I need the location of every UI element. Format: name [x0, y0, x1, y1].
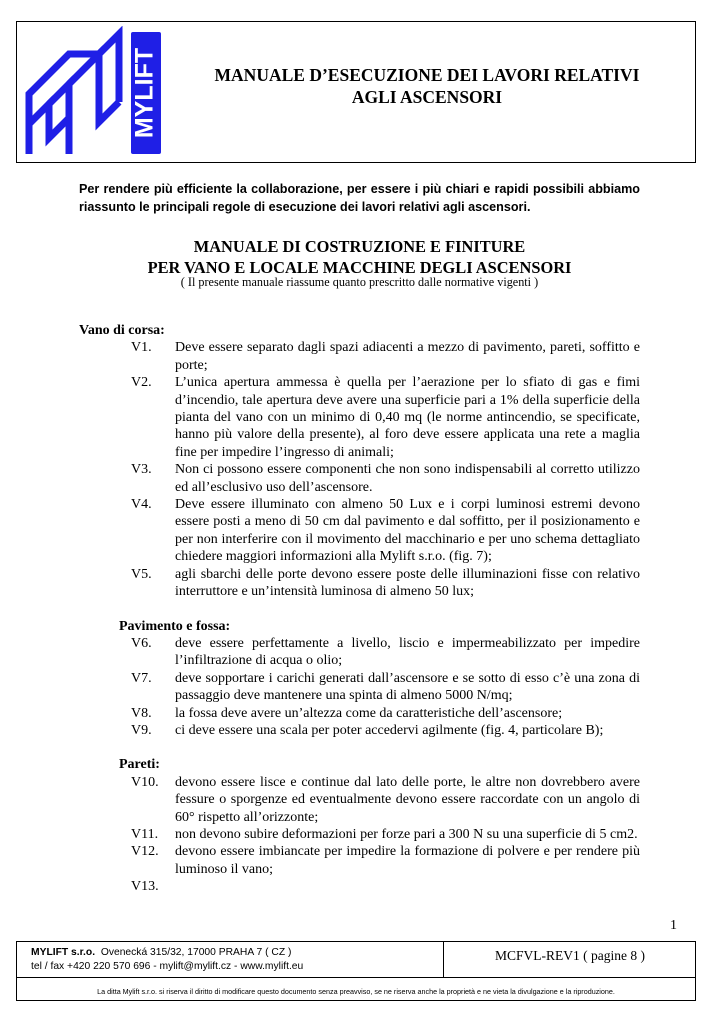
footer-company-info	[17, 942, 444, 978]
rule-text: ci deve essere una scala per poter accedervi agilmente (fig. 4, particolare B);	[175, 722, 604, 738]
rule-number	[79, 566, 175, 601]
rule-item	[79, 774, 640, 826]
rule-number-label: V8.	[131, 705, 152, 721]
rule-number-label: V7.	[131, 670, 152, 686]
rule-text: devono essere imbiancate per impedire la formazione di polvere e per rendere più luminoso il vano;	[175, 844, 640, 877]
rule-item	[79, 670, 640, 705]
rule-item	[79, 635, 640, 670]
rule-number-label: V10.	[131, 774, 159, 790]
rule-number	[79, 374, 175, 461]
rule-group-heading: Vano di corsa:	[79, 323, 165, 338]
rule-item	[79, 339, 640, 374]
rule-number	[79, 339, 175, 374]
rule-number	[79, 826, 175, 843]
rule-number-label: V5.	[131, 566, 152, 582]
document-header	[16, 21, 696, 163]
rule-number-label: V1.	[131, 340, 152, 356]
rule-number-label: V2.	[131, 375, 152, 391]
intro-paragraph: Per rendere più efficiente la collaborazione, per essere i più chiari e rapidi possibili abbiamo riassunto le principali regole di esecuzione dei lavori relativi agli ascensori.	[79, 182, 640, 214]
rule-number-label: V12.	[131, 844, 159, 860]
rule-number	[79, 670, 175, 705]
footer-company-name: MYLIFT s.r.o.	[31, 947, 96, 958]
section-subtitle: ( Il presente manuale riassume quanto prescritto dalle normative vigenti )	[180, 275, 539, 289]
rule-number-label: V4.	[131, 497, 152, 513]
rule-number	[79, 496, 175, 566]
rule-item	[79, 705, 640, 722]
rule-number-label: V6.	[131, 635, 152, 651]
rule-group-heading: Pareti:	[119, 757, 160, 773]
rule-number-label: V11.	[131, 826, 159, 842]
rule-text: la fossa deve avere un’altezza come da caratteristiche dell’ascensore;	[175, 705, 563, 721]
rule-text: deve sopportare i carichi generati dall’ascensore e se sotto di esso c’è una zona di passaggio deve mantenere una spinta di almeno 5000 N/mq;	[175, 670, 640, 704]
page-number: 1	[670, 918, 677, 933]
rule-number	[79, 635, 175, 670]
document-title: MANUALE D’ESECUZIONE DEI LAVORI RELATIVI AGLI ASCENSORI	[214, 65, 640, 107]
rule-group	[79, 618, 640, 740]
rule-text: non devono subire deformazioni per forze pari a 300 N su una superficie di 5 cm2.	[175, 826, 638, 842]
mylift-logo	[21, 26, 171, 160]
footer-contact: tel / fax +420 220 570 696 - mylift@mylift.cz - www.mylift.eu	[31, 961, 304, 972]
rule-text: agli sbarchi delle porte devono essere poste delle illuminazioni fisse con relativo interruttore e un’intensità luminosa di almeno 50 lux;	[175, 566, 640, 600]
rule-number	[79, 878, 175, 895]
rule-item	[79, 843, 640, 878]
footer-address: Ovenecká 315/32, 17000 PRAHA 7 ( CZ )	[100, 947, 292, 958]
rule-group	[79, 756, 640, 895]
document-footer	[16, 941, 696, 1001]
rule-text: deve essere perfettamente a livello, liscio e impermeabilizzato per impedire l’infiltrazione di acqua o olio;	[175, 635, 640, 669]
section-title-line-1: MANUALE DI COSTRUZIONE E FINITURE	[193, 237, 526, 256]
rule-item	[79, 461, 640, 496]
rule-number-label: V9.	[131, 722, 152, 738]
section-title-line-2: PER VANO E LOCALE MACCHINE DEGLI ASCENSORI	[147, 258, 572, 277]
rule-number-label: V13.	[131, 879, 159, 895]
footer-disclaimer: La ditta Mylift s.r.o. si riserva il diritto di modificare questo documento senza preavviso, se ne riserva anche la proprietà e ne vieta la divulgazione e la riproduzione.	[97, 987, 615, 996]
rule-group-heading: Pavimento e fossa:	[119, 618, 231, 634]
rule-item	[79, 826, 640, 843]
rule-number	[79, 461, 175, 496]
rule-text: Deve essere separato dagli spazi adiacenti a mezzo di pavimento, pareti, soffitto e porte;	[175, 340, 640, 373]
rule-item	[79, 566, 640, 601]
rule-item	[79, 722, 640, 739]
rule-item	[79, 374, 640, 461]
footer-doc-code: MCFVL-REV1 ( pagine 8 )	[444, 942, 696, 978]
rule-item	[79, 496, 640, 566]
rule-number	[79, 705, 175, 722]
rule-number-label: V3.	[131, 462, 152, 478]
section-title	[79, 236, 640, 278]
rules-list	[79, 322, 640, 913]
rule-text	[175, 878, 640, 895]
rule-item	[79, 878, 640, 895]
rule-text: Deve essere illuminato con almeno 50 Lux e i corpi luminosi estremi devono essere posti a meno di 50 cm dal pavimento e dal soffitto, per il posizionamento e per non interferire con il movimento del macchinario e per uno schema dettagliato chiedere maggiori informazioni alla Mylift s.r.o. (fig. 7);	[175, 497, 640, 565]
rule-number	[79, 722, 175, 739]
rule-group	[79, 322, 640, 601]
rule-number	[79, 774, 175, 826]
rule-text: devono essere lisce e continue dal lato delle porte, le altre non dovrebbero avere fessure o sporgenze ed eventualmente devono essere raccordate con un angolo di 60° rispetto all’orizzonte;	[175, 774, 640, 825]
rule-text: Non ci possono essere componenti che non sono indispensabili al corretto utilizzo ed all’esclusivo uso dell’ascensore.	[175, 462, 640, 495]
rule-number	[79, 843, 175, 878]
rule-text: L’unica apertura ammessa è quella per l’aerazione per lo sfiato di gas e fimi d’incendio, tale apertura deve avere una superficie pari a 1% della superficie della pianta del vano con un minimo di 0,40 mq (le norme antincendio, se specificate, hanno più valore della presente), al foro deve essere applicata una rete a maglia fine per impedire l’ingresso di animali;	[175, 375, 640, 460]
logo-text: MYLIFT	[130, 47, 159, 139]
